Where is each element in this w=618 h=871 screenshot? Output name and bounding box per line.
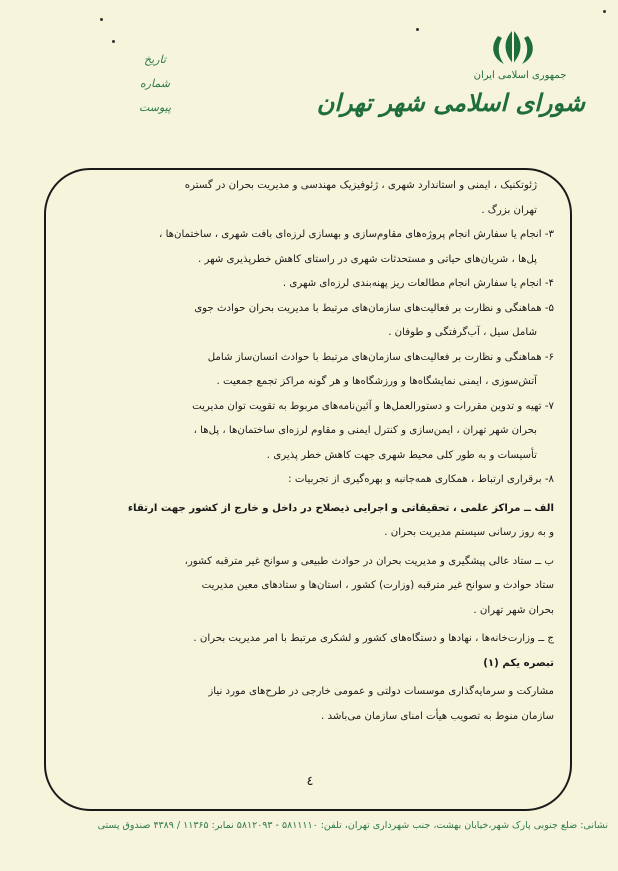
emblem-icon [488, 26, 538, 70]
page-number: ٤ [306, 774, 314, 789]
speck [112, 40, 115, 43]
body-line: ۷- تهیه و تدوین مقررات و دستورالعمل‌ها و آئین‌نامه‌های مربوط به تقویت توان مدیریت [192, 400, 554, 412]
council-name: شورای اسلامی شهر تهران [316, 88, 585, 117]
body-line: سازمان منوط به تصویب هیأت امنای سازمان می‌باشد . [321, 710, 554, 722]
body-line: ۳- انجام یا سفارش انجام پروژه‌های مقاوم‌سازی و بهسازی لرزه‌ای بافت شهری ، ساختمان‌ها ، [159, 229, 554, 240]
body-line: ژئوتکنیک ، ایمنی و استاندارد شهری ، ژئوفیزیک مهندسی و مدیریت بحران در گستره [184, 180, 537, 191]
body-line: ب ــ ستاد عالی پیشگیری و مدیریت بحران در حوادث طبیعی و سوانح غیر مترقبه کشور، [184, 555, 554, 567]
body-line: ۵- هماهنگی و نظارت بر فعالیت‌های سازمان‌های مرتبط با مدیریت بحران حوادث جوی [194, 302, 554, 314]
body-line: شامل سیل ، آب‌گرفتگی و طوفان . [388, 327, 537, 338]
body-line: مشارکت و سرمایه‌گذاری موسسات دولتی و عمومی خارجی در طرح‌های مورد نیاز [208, 686, 554, 697]
attachment-label: پیوست [138, 101, 172, 114]
body-line: بحران شهر تهران . [473, 604, 554, 616]
body-line: تأسیسات و به طور کلی محیط شهری جهت کاهش خطر پذیری . [266, 449, 537, 461]
footer-address: نشانی: ضلع جنوبی پارک شهر،خیابان بهشت، جنب شهرداری تهران، تلفن: ۵۸۱۱۱۱۰ - ۵۸۱۲۰۹۳ نمابر: ۱۱۳۶۵ / ۴۳۸۹ صندوق پستی [97, 820, 608, 831]
body-line: و به روز رسانی سیستم مدیریت بحران . [384, 527, 554, 538]
body-line: ۸- برقراری ارتباط ، همکاری همه‌جانبه و بهره‌گیری از تجربیات : [288, 474, 554, 485]
body-line: ۶- هماهنگی و نظارت بر فعالیت‌های سازمان‌های مرتبط با حوادث انسان‌ساز شامل [207, 351, 554, 363]
body-line: بحران شهر تهران ، ایمن‌سازی و کنترل ایمنی و مقاوم لرزه‌ای ساختمان‌ها ، پل‌ها ، [193, 425, 537, 436]
body-line: ج ــ وزارت‌خانه‌ها ، نهادها و دستگاه‌های کشور و لشکری مرتبط با امر مدیریت بحران . [193, 633, 554, 644]
date-label: تاریخ [144, 53, 166, 66]
speck [603, 10, 606, 13]
document-body [64, 174, 554, 729]
body-line: الف ــ مراکز علمی ، تحقیقاتی و اجرایی ذیصلاح در داخل و خارج از کشور جهت ارتقاء [127, 502, 554, 514]
speck [416, 28, 419, 31]
letter-meta [120, 48, 190, 120]
body-line: آتش‌سوزی ، ایمنی نمایشگاه‌ها و ورزشگاه‌ها و هر گونه مراکز تجمع جمعیت . [216, 376, 537, 387]
body-line: ۴- انجام یا سفارش انجام مطالعات ریز پهنه‌بندی لرزه‌ای شهری . [282, 278, 554, 289]
body-line: پل‌ها ، شریان‌های حیاتی و مستحدثات شهری در راستای کاهش خطرپذیری شهر . [197, 253, 537, 265]
body-line: ستاد حوادث و سوانح غیر مترقبه (وزارت) کشور ، استان‌ها و ستادهای معین مدیریت [201, 580, 554, 591]
subheading: تبصره یکم (۱) [483, 657, 554, 669]
number-label: شماره [139, 77, 170, 90]
body-line: تهران بزرگ . [481, 204, 537, 216]
speck [100, 18, 103, 21]
republic-name: جمهوری اسلامی ایران [473, 70, 567, 81]
